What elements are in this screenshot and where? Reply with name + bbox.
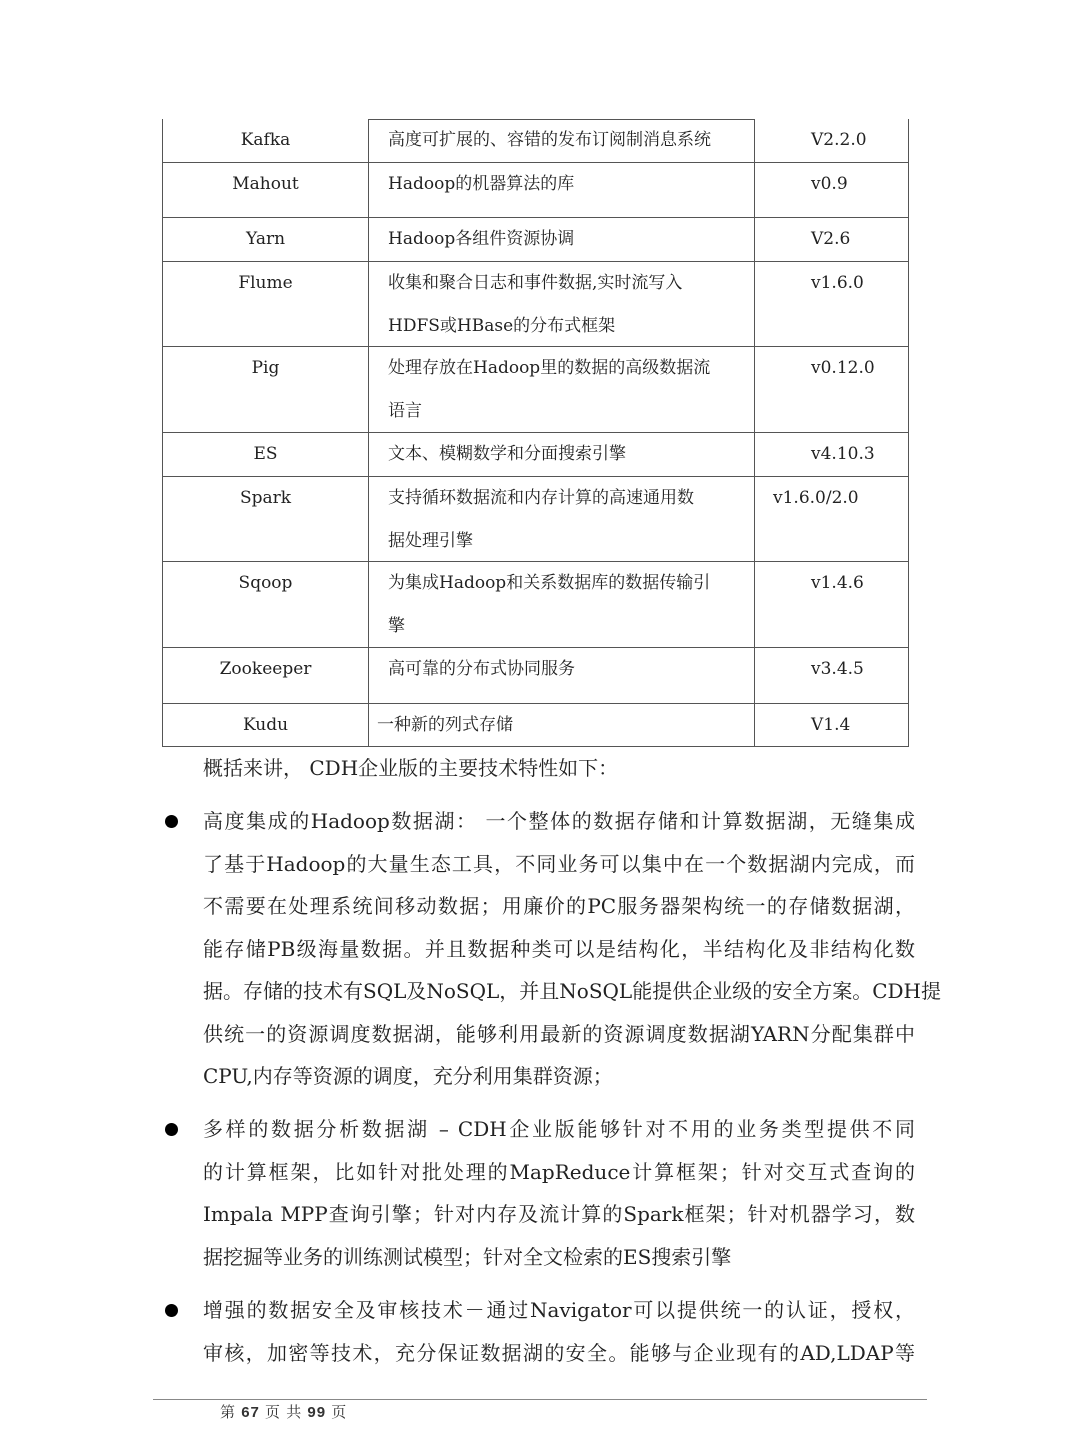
table-row	[162, 562, 909, 648]
component-description	[368, 704, 755, 746]
component-name: Flume	[162, 262, 368, 346]
paragraph-line: 审核，加密等技术，充分保证数据湖的安全。能够与企业现有的AD,LDAP等	[203, 1340, 915, 1365]
component-description	[368, 562, 755, 647]
component-description	[368, 119, 755, 162]
table-row	[162, 704, 909, 747]
table-row	[162, 347, 909, 433]
description-line: 处理存放在Hadoop里的数据的高级数据流	[388, 358, 711, 378]
table-row	[162, 648, 909, 704]
component-name: Spark	[162, 477, 368, 561]
footer-mid: 页 共	[265, 1404, 303, 1421]
component-version: v3.4.5	[755, 648, 909, 703]
component-name: Zookeeper	[162, 648, 368, 703]
component-version: v1.6.0/2.0	[755, 477, 909, 561]
component-name: Sqoop	[162, 562, 368, 647]
description-line: Hadoop各组件资源协调	[388, 229, 575, 249]
feature-paragraph	[203, 1108, 915, 1278]
component-description	[368, 648, 755, 703]
description-line: HDFS或HBase的分布式框架	[388, 316, 616, 336]
description-line: 据处理引擎	[388, 531, 473, 551]
component-description	[368, 262, 755, 346]
description-line: 收集和聚合日志和事件数据,实时流写入	[388, 273, 683, 293]
table-row	[162, 218, 909, 262]
component-description	[368, 477, 755, 561]
component-version: v1.6.0	[755, 262, 909, 346]
paragraph-line: Impala MPP查询引擎；针对内存及流计算的Spark框架；针对机器学习，数	[203, 1202, 915, 1226]
component-version: v0.9	[755, 163, 909, 217]
intro-text: 概括来讲， CDH企业版的主要技术特性如下：	[203, 756, 619, 780]
page-footer	[220, 1401, 347, 1422]
feature-paragraph	[203, 1289, 915, 1374]
description-line: 为集成Hadoop和关系数据库的数据传输引	[388, 573, 711, 593]
paragraph-line: 据。存储的技术有SQL及NoSQL，并且NoSQL能提供企业级的安全方案。CDH提	[203, 979, 941, 1003]
paragraph-line: 的计算框架，比如针对批处理的MapReduce计算框架；针对交互式查询的	[203, 1159, 915, 1184]
footer-suffix: 页	[331, 1404, 348, 1421]
description-line: 一种新的列式存储	[377, 715, 513, 735]
paragraph-line: 多样的数据分析数据湖 – CDH企业版能够针对不用的业务类型提供不同	[203, 1117, 915, 1141]
intro-paragraph	[203, 747, 915, 790]
description-line: 高可靠的分布式协同服务	[388, 659, 575, 679]
component-version: V2.2.0	[755, 119, 909, 162]
paragraph-line: CPU,内存等资源的调度，充分利用集群资源；	[203, 1064, 613, 1088]
table-row	[162, 477, 909, 562]
table-row	[162, 163, 909, 218]
bullet-icon	[165, 815, 178, 828]
component-name: Kudu	[162, 704, 368, 746]
paragraph-line: 供统一的资源调度数据湖，能够利用最新的资源调度数据湖YARN分配集群中	[203, 1021, 915, 1046]
feature-paragraph	[203, 800, 941, 1098]
description-line: 文本、模糊数学和分面搜索引擎	[388, 444, 626, 464]
description-line: Hadoop的机器算法的库	[388, 174, 575, 194]
table-row	[162, 433, 909, 477]
description-line: 擎	[388, 616, 405, 636]
component-name: Kafka	[162, 119, 368, 162]
component-name: Pig	[162, 347, 368, 432]
table-row	[162, 119, 909, 163]
table-row	[162, 262, 909, 347]
component-name: Mahout	[162, 163, 368, 217]
component-name: Yarn	[162, 218, 368, 261]
component-version: v1.4.6	[755, 562, 909, 647]
total-pages: 99	[307, 1404, 327, 1421]
component-description	[368, 433, 755, 476]
paragraph-line: 能存储PB级海量数据。并且数据种类可以是结构化，半结构化及非结构化数	[203, 936, 915, 961]
bullet-icon	[165, 1123, 178, 1136]
component-description	[368, 163, 755, 217]
paragraph-line: 增强的数据安全及审核技术－通过Navigator可以提供统一的认证，授权，	[203, 1298, 915, 1322]
description-line: 语言	[388, 401, 422, 421]
component-version: v4.10.3	[755, 433, 909, 476]
description-line: 高度可扩展的、容错的发布订阅制消息系统	[388, 130, 711, 150]
component-version: V2.6	[755, 218, 909, 261]
component-version: v0.12.0	[755, 347, 909, 432]
paragraph-line: 不需要在处理系统间移动数据；用廉价的PC服务器架构统一的存储数据湖，	[203, 894, 915, 918]
component-version: V1.4	[755, 704, 909, 746]
footer-prefix: 第	[220, 1404, 237, 1421]
bullet-icon	[165, 1304, 178, 1317]
current-page: 67	[241, 1404, 260, 1421]
component-description	[368, 218, 755, 261]
paragraph-line: 据挖掘等业务的训练测试模型；针对全文检索的ES搜索引擎	[203, 1244, 732, 1269]
footer-divider	[153, 1399, 927, 1400]
description-line: 支持循环数据流和内存计算的高速通用数	[388, 488, 694, 508]
component-name: ES	[162, 433, 368, 476]
paragraph-line: 了基于Hadoop的大量生态工具，不同业务可以集中在一个数据湖内完成，而	[203, 851, 915, 876]
component-description	[368, 347, 755, 432]
paragraph-line: 高度集成的Hadoop数据湖： 一个整体的数据存储和计算数据湖，无缝集成	[203, 809, 915, 833]
